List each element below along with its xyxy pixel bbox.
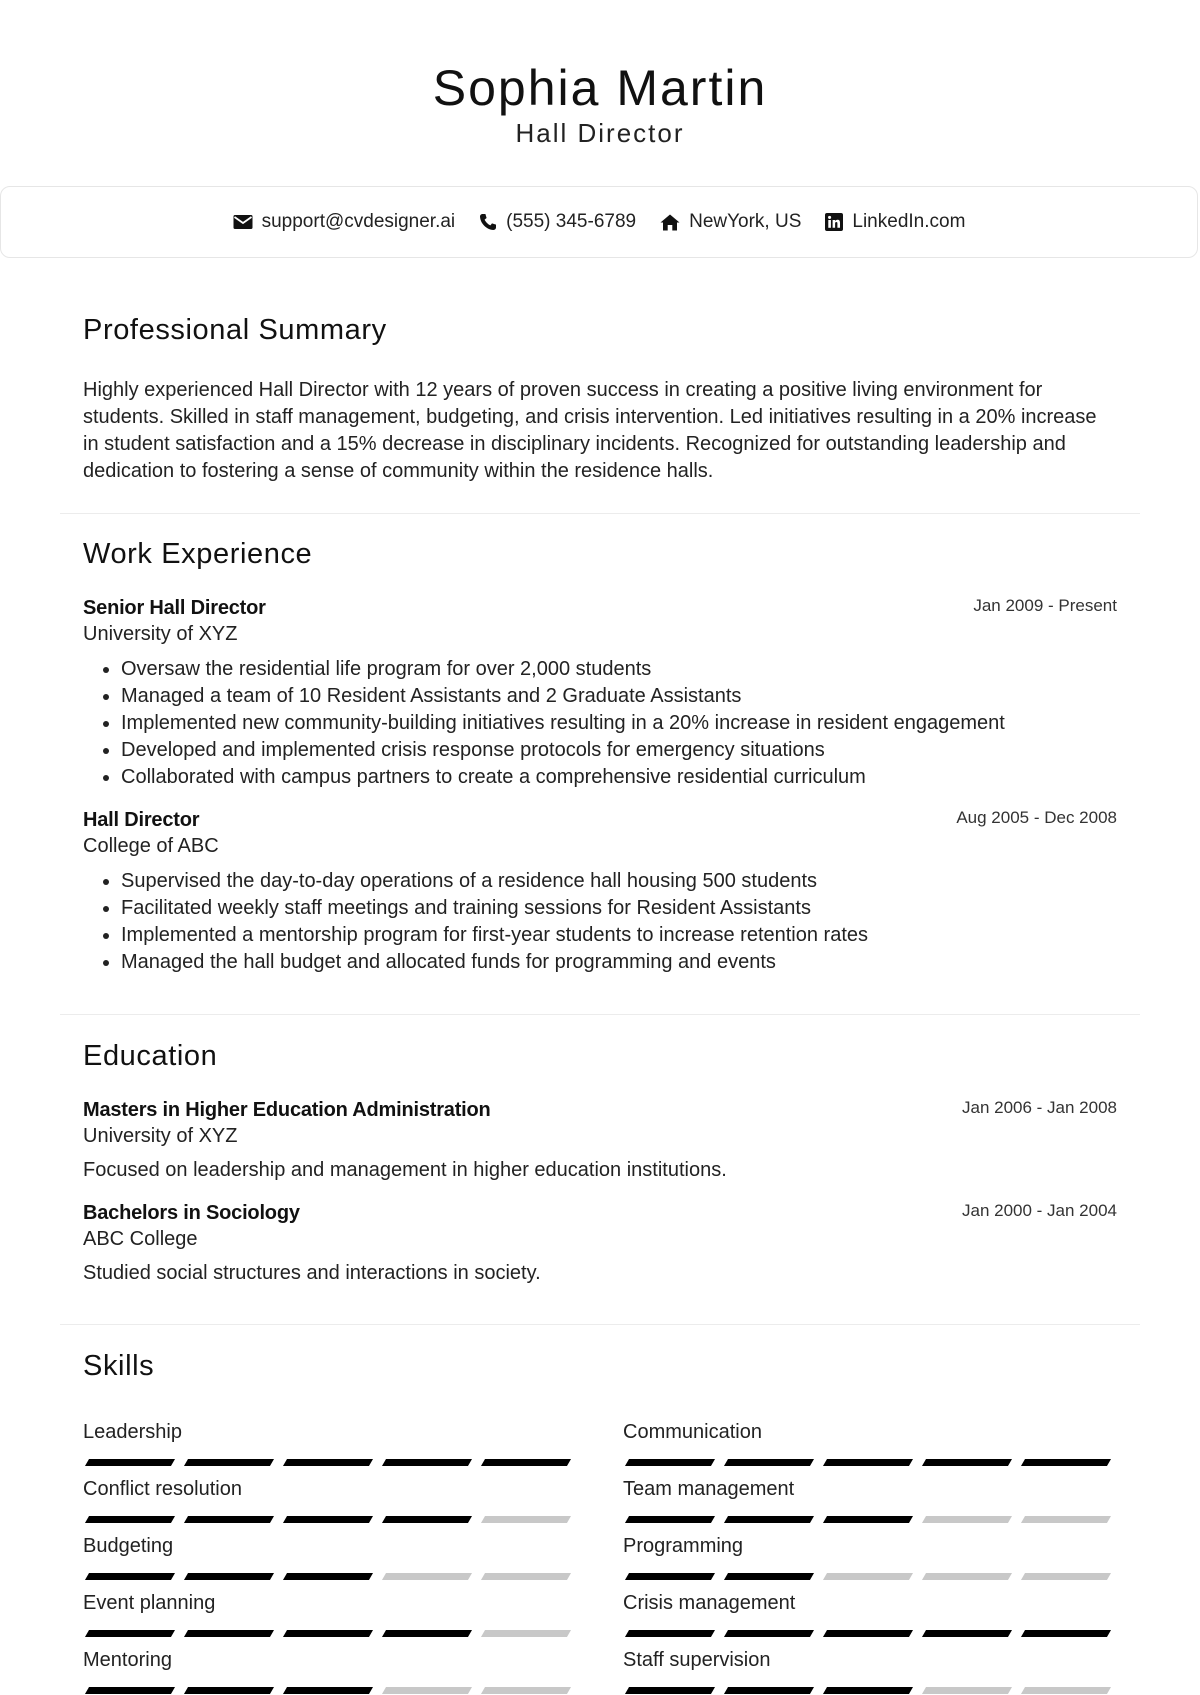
skill-segment-filled bbox=[184, 1516, 274, 1523]
skill-level-bar bbox=[83, 1516, 577, 1524]
contact-location[interactable] bbox=[660, 211, 801, 233]
skill-level-bar bbox=[83, 1687, 577, 1695]
education-section bbox=[60, 1040, 1140, 1287]
skill-segment-empty bbox=[481, 1630, 571, 1637]
skill-name: Staff supervision bbox=[623, 1649, 771, 1671]
phone-icon bbox=[479, 213, 497, 231]
experience-section bbox=[60, 538, 1140, 976]
skill-segment-filled bbox=[85, 1516, 175, 1523]
section-divider bbox=[60, 1014, 1140, 1015]
skill-level-bar bbox=[623, 1573, 1117, 1581]
job-organization: University of XYZ bbox=[83, 623, 238, 645]
skill-segment-filled bbox=[922, 1630, 1012, 1637]
skill-name: Budgeting bbox=[83, 1535, 174, 1557]
summary-section bbox=[60, 314, 1140, 485]
skill-segment-filled bbox=[283, 1630, 373, 1637]
skill-segment-filled bbox=[382, 1459, 472, 1466]
skill-segment-filled bbox=[382, 1516, 472, 1523]
skill-segment-empty bbox=[922, 1687, 1012, 1694]
skill-level-bar bbox=[623, 1459, 1117, 1467]
education-dates: Jan 2006 - Jan 2008 bbox=[961, 1098, 1117, 1117]
skill-item bbox=[83, 1476, 577, 1502]
education-heading: Education bbox=[83, 1040, 218, 1072]
skill-segment-filled bbox=[625, 1516, 715, 1523]
education-entry bbox=[83, 1097, 1117, 1184]
job-bullets bbox=[83, 656, 1117, 791]
skill-item bbox=[83, 1647, 577, 1673]
experience-heading: Work Experience bbox=[83, 538, 313, 570]
skill-item bbox=[83, 1590, 577, 1616]
skill-item bbox=[623, 1476, 1117, 1502]
section-divider bbox=[60, 513, 1140, 514]
skill-segment-empty bbox=[481, 1573, 571, 1580]
skill-segment-filled bbox=[823, 1630, 913, 1637]
job-bullet: • Collaborated with campus partners to create a comprehensive residential curriculum bbox=[121, 764, 1117, 791]
skill-segment-filled bbox=[823, 1687, 913, 1694]
job-bullet: • Implemented a mentorship program for first-year students to increase retention rates bbox=[121, 922, 1117, 949]
contact-location-text: NewYork, US bbox=[689, 211, 802, 232]
summary-text: Highly experienced Hall Director with 12 years of proven success in creating a positive living environment for students. Skilled in staff management, budgeting, and crisis intervention. Led initiatives resulting in a 20% increase in student satisfaction and a 15% decrease in disciplinary incidents. Recognized for outstanding leadership and dedication to fostering a sense of community within the residence halls. bbox=[83, 379, 1097, 482]
skill-segment-filled bbox=[382, 1630, 472, 1637]
skill-item bbox=[623, 1647, 1117, 1673]
skill-segment-empty bbox=[1021, 1516, 1111, 1523]
school-name: ABC College bbox=[83, 1228, 198, 1250]
education-dates: Jan 2000 - Jan 2004 bbox=[961, 1201, 1117, 1220]
skill-name: Conflict resolution bbox=[83, 1478, 242, 1500]
education-entry bbox=[83, 1200, 1117, 1287]
job-dates: Jan 2009 - Present bbox=[973, 596, 1117, 615]
skill-segment-filled bbox=[625, 1459, 715, 1466]
skill-segment-empty bbox=[481, 1516, 571, 1523]
skill-segment-empty bbox=[922, 1516, 1012, 1523]
skill-segment-filled bbox=[283, 1573, 373, 1580]
job-bullets bbox=[83, 868, 1117, 976]
skill-segment-empty bbox=[922, 1573, 1012, 1580]
skill-segment-filled bbox=[184, 1459, 274, 1466]
job-entry bbox=[83, 595, 1117, 791]
skill-item bbox=[83, 1533, 577, 1559]
skill-level-bar bbox=[83, 1459, 577, 1467]
skill-name: Mentoring bbox=[83, 1649, 172, 1671]
skill-segment-filled bbox=[283, 1459, 373, 1466]
skill-level-bar bbox=[623, 1630, 1117, 1638]
degree-title: Masters in Higher Education Administration bbox=[83, 1099, 491, 1121]
skill-segment-filled bbox=[184, 1630, 274, 1637]
skill-segment-filled bbox=[922, 1459, 1012, 1466]
skill-segment-empty bbox=[382, 1573, 472, 1580]
skill-level-bar bbox=[83, 1573, 577, 1581]
candidate-title: Hall Director bbox=[515, 118, 685, 148]
skill-segment-filled bbox=[823, 1516, 913, 1523]
job-bullet: • Supervised the day-to-day operations of a residence hall housing 500 students bbox=[121, 868, 1117, 895]
job-bullet: • Implemented new community-building initiatives resulting in a 20% increase in resident engagement bbox=[121, 710, 1117, 737]
skill-segment-filled bbox=[85, 1573, 175, 1580]
skill-segment-filled bbox=[184, 1687, 274, 1694]
skill-item bbox=[623, 1419, 1117, 1445]
skill-level-bar bbox=[623, 1516, 1117, 1524]
job-dates: Aug 2005 - Dec 2008 bbox=[956, 808, 1117, 827]
skill-segment-filled bbox=[724, 1687, 814, 1694]
skill-item bbox=[83, 1419, 577, 1445]
job-entry bbox=[83, 807, 1117, 976]
skill-name: Programming bbox=[623, 1535, 744, 1557]
resume-header bbox=[0, 0, 1200, 148]
skill-level-bar bbox=[83, 1630, 577, 1638]
summary-heading: Professional Summary bbox=[83, 314, 387, 346]
skill-segment-empty bbox=[1021, 1573, 1111, 1580]
skill-segment-filled bbox=[724, 1573, 814, 1580]
skill-segment-filled bbox=[724, 1516, 814, 1523]
job-bullet: • Oversaw the residential life program for over 2,000 students bbox=[121, 656, 1117, 683]
skill-name: Event planning bbox=[83, 1592, 216, 1614]
school-name: University of XYZ bbox=[83, 1125, 238, 1147]
skill-segment-filled bbox=[283, 1516, 373, 1523]
contact-email[interactable] bbox=[233, 211, 456, 233]
skill-name: Team management bbox=[623, 1478, 795, 1500]
skill-segment-filled bbox=[625, 1687, 715, 1694]
skill-segment-filled bbox=[85, 1459, 175, 1466]
section-divider bbox=[60, 1324, 1140, 1325]
skill-name: Leadership bbox=[83, 1421, 182, 1443]
skill-segment-filled bbox=[724, 1630, 814, 1637]
skill-segment-filled bbox=[724, 1459, 814, 1466]
envelope-icon bbox=[233, 214, 253, 230]
skill-segment-filled bbox=[823, 1459, 913, 1466]
job-bullet: • Facilitated weekly staff meetings and training sessions for Resident Assistants bbox=[121, 895, 1117, 922]
skill-item bbox=[623, 1533, 1117, 1559]
skill-segment-empty bbox=[382, 1687, 472, 1694]
skill-segment-filled bbox=[625, 1630, 715, 1637]
job-bullet: • Developed and implemented crisis response protocols for emergency situations bbox=[121, 737, 1117, 764]
skill-segment-filled bbox=[1021, 1459, 1111, 1466]
job-title: Hall Director bbox=[83, 809, 200, 831]
contact-linkedin[interactable] bbox=[825, 211, 965, 233]
contact-linkedin-text: LinkedIn.com bbox=[852, 211, 966, 232]
education-description: Focused on leadership and management in higher education institutions. bbox=[83, 1159, 727, 1181]
skill-segment-empty bbox=[481, 1687, 571, 1694]
candidate-name: Sophia Martin bbox=[432, 60, 768, 116]
degree-title: Bachelors in Sociology bbox=[83, 1202, 300, 1224]
skills-heading: Skills bbox=[83, 1350, 155, 1382]
skill-segment-filled bbox=[85, 1687, 175, 1694]
skill-segment-empty bbox=[823, 1573, 913, 1580]
linkedin-icon bbox=[825, 213, 843, 231]
skill-segment-filled bbox=[1021, 1630, 1111, 1637]
job-bullet: • Managed a team of 10 Resident Assistants and 2 Graduate Assistants bbox=[121, 683, 1117, 710]
education-description: Studied social structures and interactions in society. bbox=[83, 1262, 541, 1284]
contact-bar bbox=[0, 186, 1198, 258]
skills-section bbox=[60, 1350, 1140, 1671]
skill-segment-filled bbox=[85, 1630, 175, 1637]
job-bullet: • Managed the hall budget and allocated funds for programming and events bbox=[121, 949, 1117, 976]
home-icon bbox=[660, 214, 680, 231]
contact-email-text: support@cvdesigner.ai bbox=[261, 211, 456, 232]
skill-segment-empty bbox=[1021, 1687, 1111, 1694]
skill-segment-filled bbox=[481, 1459, 571, 1466]
skill-segment-filled bbox=[184, 1573, 274, 1580]
skill-segment-filled bbox=[625, 1573, 715, 1580]
skill-name: Communication bbox=[623, 1421, 762, 1443]
job-title: Senior Hall Director bbox=[83, 597, 266, 619]
contact-phone-text: (555) 345-6789 bbox=[506, 211, 637, 232]
job-organization: College of ABC bbox=[83, 835, 219, 857]
skill-item bbox=[623, 1590, 1117, 1616]
skill-segment-filled bbox=[283, 1687, 373, 1694]
skill-level-bar bbox=[623, 1687, 1117, 1695]
contact-phone[interactable] bbox=[479, 211, 636, 233]
skill-name: Crisis management bbox=[623, 1592, 796, 1614]
